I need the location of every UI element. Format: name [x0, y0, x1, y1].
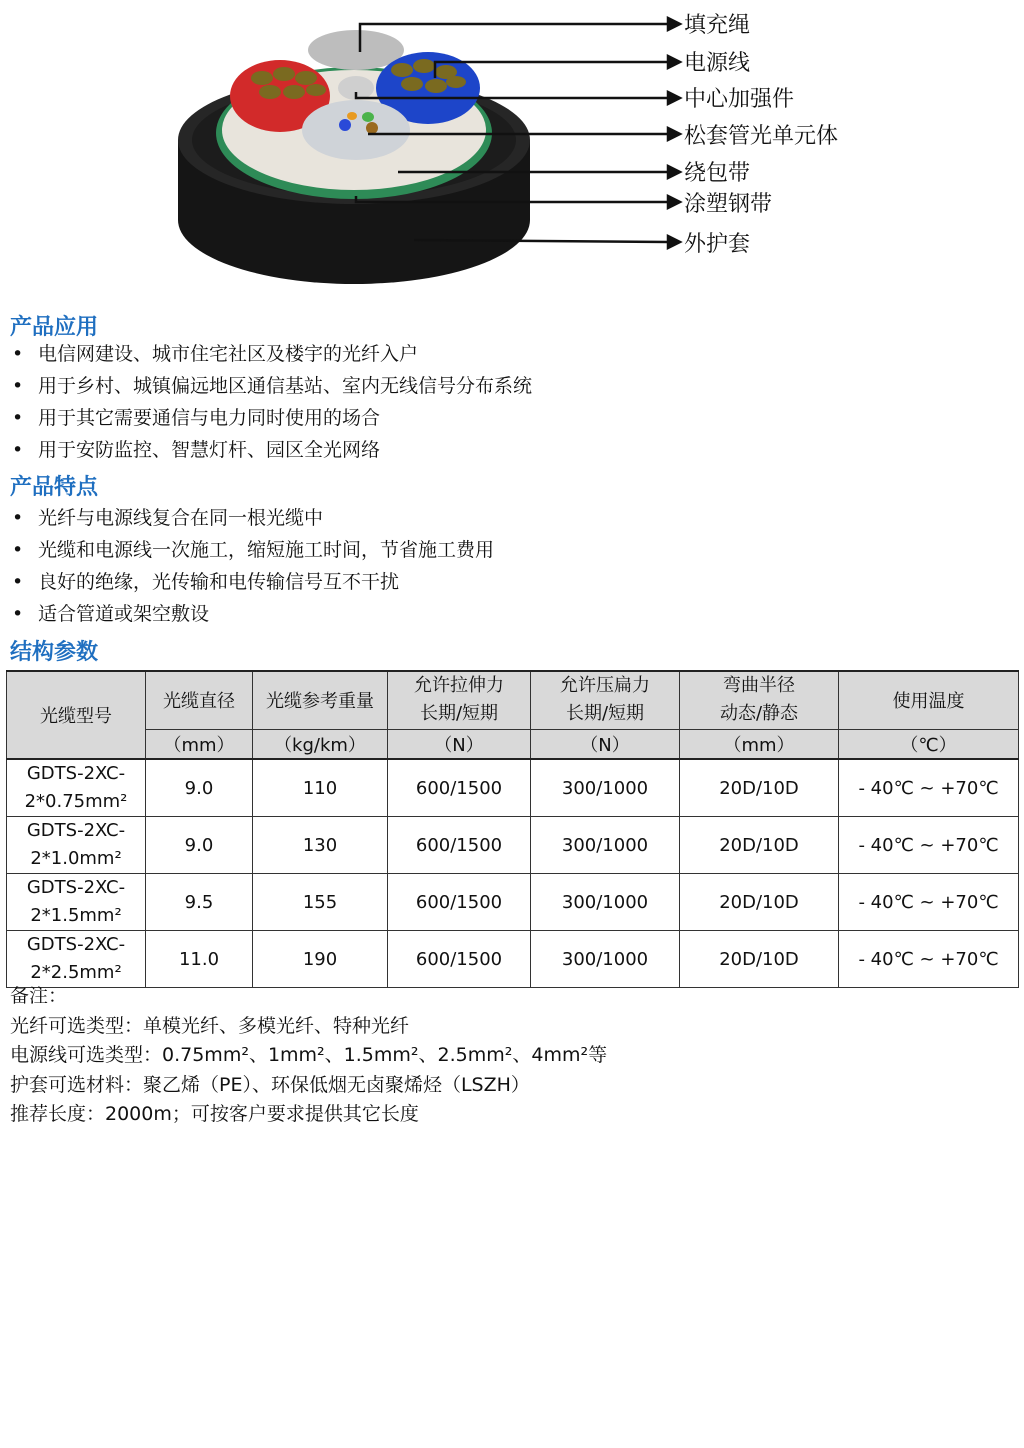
- cell-weight: 190: [253, 931, 388, 988]
- applications-title: 产品应用: [10, 315, 99, 340]
- structure-title: 结构参数: [10, 640, 99, 665]
- callout-loose-tube-unit: 松套管光单元体: [684, 124, 839, 149]
- table-row: [7, 874, 1019, 931]
- cell-temp: - 40℃ ~ +70℃: [839, 759, 1019, 817]
- cell-bend: 20D/10D: [680, 817, 839, 874]
- list-item: • 用于安防监控、智慧灯杆、园区全光网络: [10, 434, 532, 466]
- cell-tensile: 600/1500: [388, 759, 531, 817]
- header-diameter: 光缆直径: [146, 671, 253, 729]
- cell-crush: 300/1000: [531, 817, 680, 874]
- unit-cell: （mm）: [680, 729, 839, 759]
- cell-tensile: 600/1500: [388, 931, 531, 988]
- unit-cell: （N）: [388, 729, 531, 759]
- unit-cell: （kg/km）: [253, 729, 388, 759]
- note-line: 电源线可选类型：0.75mm²、1mm²、1.5mm²、2.5mm²、4mm²等: [10, 1044, 608, 1066]
- list-item: • 用于乡村、城镇偏远地区通信基站、室内无线信号分布系统: [10, 370, 532, 402]
- cable-illustration: [178, 30, 530, 284]
- cell-diameter: 9.0: [146, 759, 253, 817]
- cell-crush: 300/1000: [531, 759, 680, 817]
- notes-heading: 备注：: [10, 985, 68, 1007]
- notes: [10, 982, 607, 1130]
- features-title: 产品特点: [10, 475, 99, 500]
- callout-filler: 填充绳: [684, 13, 751, 38]
- callout-power-wire: 电源线: [684, 51, 751, 76]
- list-item: • 用于其它需要通信与电力同时使用的场合: [10, 402, 532, 434]
- cell-model: GDTS-2XC- 2*1.5mm²: [7, 874, 146, 931]
- table-row: [7, 817, 1019, 874]
- table-row: [7, 759, 1019, 817]
- header-tensile: 允许拉伸力 长期/短期: [388, 671, 531, 729]
- note-line: 光纤可选类型：单模光纤、多模光纤、特种光纤: [10, 1014, 410, 1037]
- header-temp: 使用温度: [839, 671, 1019, 729]
- cell-model: GDTS-2XC- 2*0.75mm²: [7, 759, 146, 817]
- callout-central-member: 中心加强件: [684, 87, 795, 112]
- list-item: • 适合管道或架空敷设: [10, 598, 494, 630]
- cell-weight: 155: [253, 874, 388, 931]
- table-row: [7, 931, 1019, 988]
- cell-model: GDTS-2XC- 2*2.5mm²: [7, 931, 146, 988]
- header-model: 光缆型号: [7, 671, 146, 759]
- cell-crush: 300/1000: [531, 931, 680, 988]
- unit-cell: （℃）: [839, 729, 1019, 759]
- cell-temp: - 40℃ ~ +70℃: [839, 817, 1019, 874]
- cell-crush: 300/1000: [531, 874, 680, 931]
- unit-cell: （mm）: [146, 729, 253, 759]
- header-weight: 光缆参考重量: [253, 671, 388, 729]
- features-list: [10, 502, 494, 630]
- callout-outer-sheath: 外护套: [684, 232, 751, 257]
- list-item: • 良好的绝缘，光传输和电传输信号互不干扰: [10, 566, 494, 598]
- cell-temp: - 40℃ ~ +70℃: [839, 931, 1019, 988]
- cell-bend: 20D/10D: [680, 931, 839, 988]
- header-bend: 弯曲半径 动态/静态: [680, 671, 839, 729]
- note-line: 推荐长度：2000m；可按客户要求提供其它长度: [10, 1103, 419, 1125]
- cell-diameter: 9.0: [146, 817, 253, 874]
- cell-diameter: 11.0: [146, 931, 253, 988]
- callout-coated-steel-tape: 涂塑钢带: [684, 192, 773, 217]
- cable-cross-section-figure: [0, 0, 1024, 300]
- callout-wrapping-tape: 绕包带: [684, 161, 751, 186]
- applications-list: [10, 338, 532, 466]
- unit-cell: （N）: [531, 729, 680, 759]
- cell-temp: - 40℃ ~ +70℃: [839, 874, 1019, 931]
- cell-bend: 20D/10D: [680, 874, 839, 931]
- cell-tensile: 600/1500: [388, 817, 531, 874]
- list-item: • 电信网建设、城市住宅社区及楼宇的光纤入户: [10, 338, 532, 370]
- cell-model: GDTS-2XC- 2*1.0mm²: [7, 817, 146, 874]
- cell-weight: 110: [253, 759, 388, 817]
- note-line: 护套可选材料：聚乙烯（PE）、环保低烟无卤聚烯烃（LSZH）: [10, 1073, 530, 1096]
- cell-weight: 130: [253, 817, 388, 874]
- header-crush: 允许压扁力 长期/短期: [531, 671, 680, 729]
- cell-diameter: 9.5: [146, 874, 253, 931]
- cell-bend: 20D/10D: [680, 759, 839, 817]
- list-item: • 光缆和电源线一次施工，缩短施工时间，节省施工费用: [10, 534, 494, 566]
- cell-tensile: 600/1500: [388, 874, 531, 931]
- list-item: • 光纤与电源线复合在同一根光缆中: [10, 502, 494, 534]
- structure-parameters-table: [6, 670, 1019, 988]
